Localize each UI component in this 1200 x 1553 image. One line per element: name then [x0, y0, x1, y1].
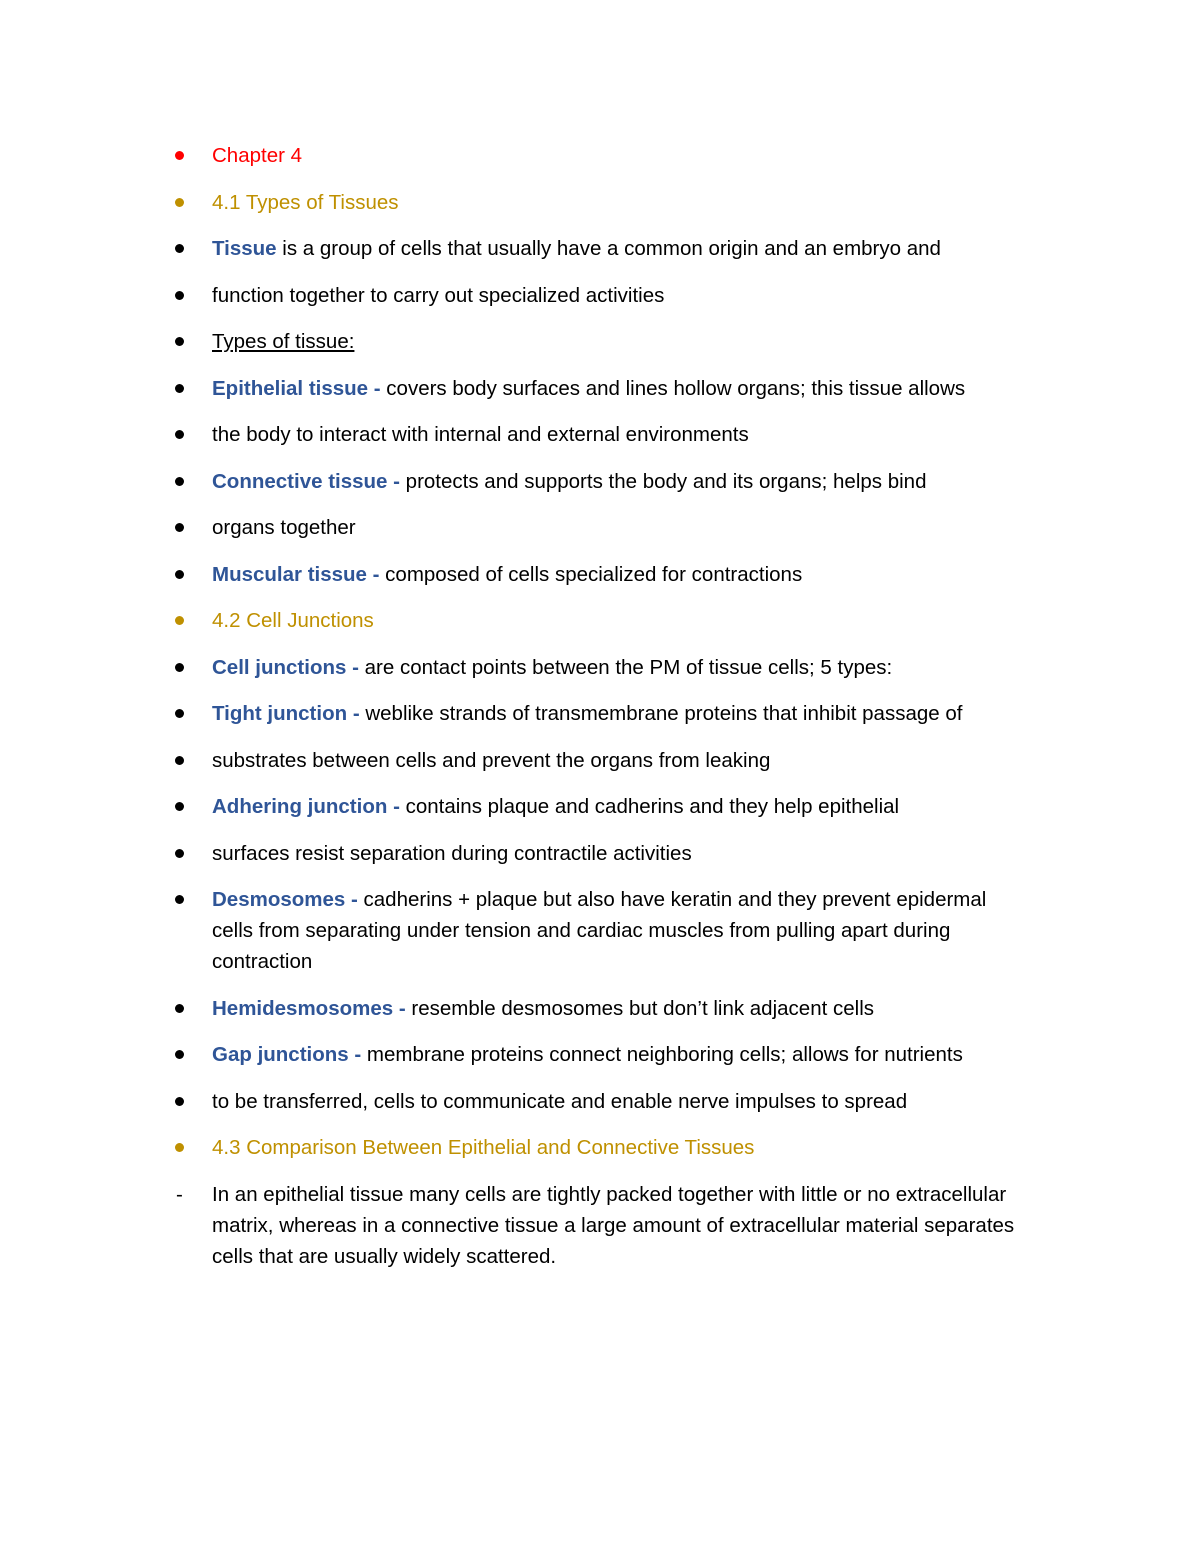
list-item [0, 884, 1032, 977]
item-text: cadherins + plaque but also have keratin and they prevent epidermal cells from separating under tension and cardiac muscles from pulling apart during contraction [212, 888, 987, 973]
item-text: resemble desmosomes but don’t link adjacent cells [411, 996, 874, 1020]
bullet-icon [175, 151, 184, 160]
term-label: Tissue [212, 237, 277, 260]
list-item [0, 187, 1032, 218]
bullet-icon [175, 570, 184, 579]
item-text: is a group of cells that usually have a common origin and an embryo and [276, 237, 941, 260]
list-item [0, 326, 1032, 357]
bullet-icon [175, 895, 184, 904]
term-label: Adhering junction - [212, 795, 406, 818]
bullet-icon [175, 802, 184, 811]
bullet-icon [175, 616, 184, 625]
bullet-icon [175, 1143, 184, 1152]
bullet-icon [175, 849, 184, 858]
item-text: function together to carry out specialized activities [212, 283, 665, 307]
bullet-icon [175, 337, 184, 346]
notes-list [0, 140, 1200, 1287]
item-text: membrane proteins connect neighboring cells; allows for nutrients [366, 1043, 963, 1066]
item-text: covers body surfaces and lines hollow organs; this tissue allows [386, 376, 966, 400]
term-label: Gap junctions - [212, 1043, 367, 1066]
section-heading: 4.3 Comparison Between Epithelial and Connective Tissues [212, 1136, 755, 1159]
bullet-icon [175, 244, 184, 253]
bullet-icon [175, 1004, 184, 1013]
bullet-icon [175, 430, 184, 439]
term-label: Hemidesmosomes - [212, 996, 412, 1020]
item-text: organs together [212, 516, 356, 539]
bullet-icon [175, 1097, 184, 1106]
list-item [0, 559, 1032, 590]
bullet-icon [175, 663, 184, 672]
bullet-icon [175, 709, 184, 718]
list-item [0, 1179, 1032, 1272]
list-item [0, 373, 1032, 404]
item-text: protects and supports the body and its organs; helps bind [405, 469, 927, 493]
term-label: Connective tissue - [212, 469, 406, 493]
list-item [0, 140, 1032, 171]
bullet-icon [175, 291, 184, 300]
list-item [0, 233, 1032, 264]
list-item [0, 466, 1032, 497]
list-item [0, 745, 1032, 776]
list-item [0, 280, 1032, 311]
list-item [0, 1039, 1032, 1070]
bullet-icon [175, 198, 184, 207]
item-text: In an epithelial tissue many cells are tightly packed together with little or no extracellular matrix, whereas in a connective tissue a large amount of extracellular material separates cells that are usually widely scattered. [212, 1182, 1015, 1268]
term-label: Desmosomes - [212, 888, 364, 911]
bullet-icon [175, 523, 184, 532]
item-text: are contact points between the PM of tissue cells; 5 types: [364, 655, 893, 679]
term-label: Muscular tissue - [212, 562, 386, 586]
section-heading: 4.2 Cell Junctions [212, 609, 374, 632]
section-heading: 4.1 Types of Tissues [212, 190, 399, 214]
term-label: Tight junction - [212, 702, 366, 725]
dash-marker: - [176, 1182, 183, 1206]
list-item [0, 993, 1032, 1024]
list-item [0, 1132, 1032, 1163]
chapter-heading: Chapter 4 [212, 144, 303, 167]
bullet-icon [175, 384, 184, 393]
term-label: Cell junctions - [212, 655, 365, 679]
item-text: surfaces resist separation during contractile activities [212, 841, 692, 865]
list-item [0, 791, 1032, 822]
list-item [0, 698, 1032, 729]
bullet-icon [175, 1050, 184, 1059]
list-item [0, 605, 1032, 636]
list-item [0, 1086, 1032, 1117]
bullet-icon [175, 477, 184, 486]
list-item [0, 419, 1032, 450]
list-item [0, 652, 1032, 683]
term-label: Epithelial tissue - [212, 376, 387, 400]
item-text: to be transferred, cells to communicate and enable nerve impulses to spread [212, 1089, 908, 1113]
list-item [0, 838, 1032, 869]
bullet-icon [175, 756, 184, 765]
item-text: the body to interact with internal and external environments [212, 423, 749, 446]
subheading: Types of tissue: [212, 330, 355, 353]
item-text: composed of cells specialized for contractions [385, 562, 803, 586]
item-text: weblike strands of transmembrane proteins that inhibit passage of [365, 702, 963, 725]
item-text: contains plaque and cadherins and they help epithelial [405, 795, 900, 818]
list-item [0, 512, 1032, 543]
item-text: substrates between cells and prevent the organs from leaking [212, 748, 771, 772]
